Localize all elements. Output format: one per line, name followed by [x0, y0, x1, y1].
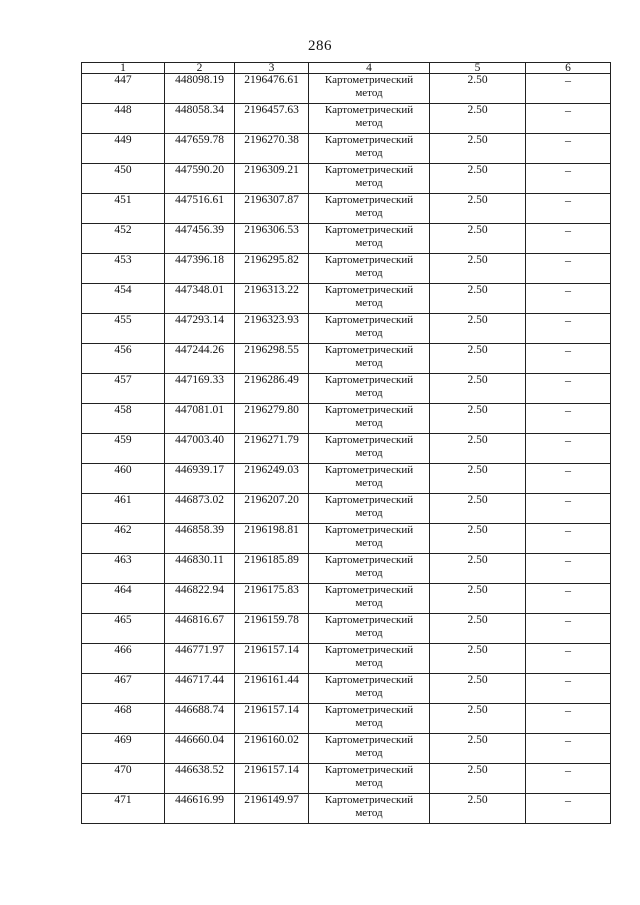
method-line-2: метод: [355, 207, 383, 219]
precision-cell: 2.50: [430, 644, 526, 674]
y-coordinate-cell: 2196313.22: [235, 284, 309, 314]
precision-cell: 2.50: [430, 614, 526, 644]
note-cell: [526, 344, 611, 374]
method-line-1: Картометрический: [324, 674, 414, 686]
method-line-1: Картометрический: [324, 314, 414, 326]
x-coordinate-cell: 447293.14: [165, 314, 235, 344]
note-cell: [526, 644, 611, 674]
note-cell: [526, 584, 611, 614]
y-coordinate-cell: 2196476.61: [235, 74, 309, 104]
method-line-2: метод: [355, 327, 383, 339]
method-line-1: Картометрический: [324, 644, 414, 656]
y-coordinate-cell: 2196161.44: [235, 674, 309, 704]
method-line-2: метод: [355, 87, 383, 99]
table-header-row: [82, 63, 611, 74]
point-number-cell: 470: [82, 764, 165, 794]
precision-cell: 2.50: [430, 104, 526, 134]
method-cell: [309, 554, 430, 584]
method-line-2: метод: [355, 567, 383, 579]
note-cell: [526, 254, 611, 284]
precision-cell: 2.50: [430, 284, 526, 314]
method-cell: [309, 224, 430, 254]
method-line-1: Картометрический: [324, 284, 414, 296]
method-line-2: метод: [355, 627, 383, 639]
dash-mark: –: [565, 73, 571, 87]
method-line-1: Картометрический: [324, 404, 414, 416]
x-coordinate-cell: 446638.52: [165, 764, 235, 794]
x-coordinate-cell: 447396.18: [165, 254, 235, 284]
note-cell: [526, 224, 611, 254]
x-coordinate-cell: 447244.26: [165, 344, 235, 374]
dash-mark: –: [565, 643, 571, 657]
method-line-2: метод: [355, 507, 383, 519]
note-cell: [526, 434, 611, 464]
method-line-1: Картометрический: [324, 224, 414, 236]
table-row: [82, 644, 611, 674]
point-number-cell: 456: [82, 344, 165, 374]
method-line-1: Картометрический: [324, 164, 414, 176]
precision-cell: 2.50: [430, 464, 526, 494]
table-row: [82, 524, 611, 554]
table-row: [82, 74, 611, 104]
precision-cell: 2.50: [430, 224, 526, 254]
table-row: [82, 494, 611, 524]
method-line-1: Картометрический: [324, 734, 414, 746]
table-row: [82, 104, 611, 134]
table-row: [82, 434, 611, 464]
column-header-6: 6: [526, 63, 611, 74]
dash-mark: –: [565, 403, 571, 417]
method-line-1: Картометрический: [324, 554, 414, 566]
method-cell: [309, 494, 430, 524]
table-row: [82, 314, 611, 344]
point-number-cell: 466: [82, 644, 165, 674]
note-cell: [526, 74, 611, 104]
y-coordinate-cell: 2196175.83: [235, 584, 309, 614]
method-cell: [309, 164, 430, 194]
method-cell: [309, 374, 430, 404]
method-line-2: метод: [355, 747, 383, 759]
note-cell: [526, 404, 611, 434]
note-cell: [526, 284, 611, 314]
y-coordinate-cell: 2196286.49: [235, 374, 309, 404]
dash-mark: –: [565, 163, 571, 177]
x-coordinate-cell: 446616.99: [165, 794, 235, 824]
y-coordinate-cell: 2196307.87: [235, 194, 309, 224]
precision-cell: 2.50: [430, 134, 526, 164]
method-line-2: метод: [355, 807, 383, 819]
point-number-cell: 459: [82, 434, 165, 464]
method-cell: [309, 644, 430, 674]
point-number-cell: 463: [82, 554, 165, 584]
method-line-1: Картометрический: [324, 194, 414, 206]
note-cell: [526, 164, 611, 194]
point-number-cell: 457: [82, 374, 165, 404]
method-line-1: Картометрический: [324, 614, 414, 626]
x-coordinate-cell: 446858.39: [165, 524, 235, 554]
x-coordinate-cell: 446822.94: [165, 584, 235, 614]
y-coordinate-cell: 2196207.20: [235, 494, 309, 524]
coordinates-table: [81, 62, 611, 824]
y-coordinate-cell: 2196149.97: [235, 794, 309, 824]
x-coordinate-cell: 446830.11: [165, 554, 235, 584]
note-cell: [526, 764, 611, 794]
note-cell: [526, 374, 611, 404]
precision-cell: 2.50: [430, 194, 526, 224]
column-header-1: 1: [82, 63, 165, 74]
dash-mark: –: [565, 223, 571, 237]
point-number-cell: 460: [82, 464, 165, 494]
precision-cell: 2.50: [430, 524, 526, 554]
dash-mark: –: [565, 133, 571, 147]
dash-mark: –: [565, 733, 571, 747]
method-line-2: метод: [355, 447, 383, 459]
dash-mark: –: [565, 763, 571, 777]
method-cell: [309, 764, 430, 794]
note-cell: [526, 674, 611, 704]
column-header-4: 4: [309, 63, 430, 74]
precision-cell: 2.50: [430, 794, 526, 824]
table-row: [82, 194, 611, 224]
method-line-2: метод: [355, 267, 383, 279]
dash-mark: –: [565, 703, 571, 717]
x-coordinate-cell: 447169.33: [165, 374, 235, 404]
point-number-cell: 449: [82, 134, 165, 164]
precision-cell: 2.50: [430, 404, 526, 434]
method-cell: [309, 434, 430, 464]
table-row: [82, 674, 611, 704]
method-line-2: метод: [355, 687, 383, 699]
point-number-cell: 467: [82, 674, 165, 704]
dash-mark: –: [565, 373, 571, 387]
x-coordinate-cell: 447659.78: [165, 134, 235, 164]
method-cell: [309, 194, 430, 224]
method-cell: [309, 464, 430, 494]
precision-cell: 2.50: [430, 554, 526, 584]
x-coordinate-cell: 447590.20: [165, 164, 235, 194]
precision-cell: 2.50: [430, 254, 526, 284]
note-cell: [526, 734, 611, 764]
y-coordinate-cell: 2196295.82: [235, 254, 309, 284]
dash-mark: –: [565, 613, 571, 627]
y-coordinate-cell: 2196457.63: [235, 104, 309, 134]
column-header-2: 2: [165, 63, 235, 74]
y-coordinate-cell: 2196309.21: [235, 164, 309, 194]
table-row: [82, 224, 611, 254]
y-coordinate-cell: 2196157.14: [235, 644, 309, 674]
y-coordinate-cell: 2196298.55: [235, 344, 309, 374]
method-line-1: Картометрический: [324, 74, 414, 86]
dash-mark: –: [565, 553, 571, 567]
dash-mark: –: [565, 433, 571, 447]
precision-cell: 2.50: [430, 74, 526, 104]
table-row: [82, 764, 611, 794]
method-line-1: Картометрический: [324, 134, 414, 146]
method-cell: [309, 704, 430, 734]
method-line-2: метод: [355, 417, 383, 429]
y-coordinate-cell: 2196157.14: [235, 704, 309, 734]
y-coordinate-cell: 2196271.79: [235, 434, 309, 464]
point-number-cell: 447: [82, 74, 165, 104]
y-coordinate-cell: 2196185.89: [235, 554, 309, 584]
table-row: [82, 374, 611, 404]
table-row: [82, 794, 611, 824]
method-cell: [309, 254, 430, 284]
precision-cell: 2.50: [430, 374, 526, 404]
method-cell: [309, 314, 430, 344]
note-cell: [526, 464, 611, 494]
note-cell: [526, 554, 611, 584]
method-line-1: Картометрический: [324, 584, 414, 596]
precision-cell: 2.50: [430, 164, 526, 194]
point-number-cell: 464: [82, 584, 165, 614]
x-coordinate-cell: 446771.97: [165, 644, 235, 674]
point-number-cell: 454: [82, 284, 165, 314]
method-line-2: метод: [355, 537, 383, 549]
precision-cell: 2.50: [430, 734, 526, 764]
method-cell: [309, 104, 430, 134]
x-coordinate-cell: 447003.40: [165, 434, 235, 464]
x-coordinate-cell: 446816.67: [165, 614, 235, 644]
y-coordinate-cell: 2196198.81: [235, 524, 309, 554]
y-coordinate-cell: 2196279.80: [235, 404, 309, 434]
method-line-2: метод: [355, 597, 383, 609]
method-cell: [309, 284, 430, 314]
dash-mark: –: [565, 673, 571, 687]
dash-mark: –: [565, 313, 571, 327]
point-number-cell: 453: [82, 254, 165, 284]
method-line-1: Картометрический: [324, 104, 414, 116]
table-row: [82, 464, 611, 494]
precision-cell: 2.50: [430, 434, 526, 464]
precision-cell: 2.50: [430, 764, 526, 794]
point-number-cell: 448: [82, 104, 165, 134]
column-header-5: 5: [430, 63, 526, 74]
table-row: [82, 134, 611, 164]
note-cell: [526, 704, 611, 734]
table-row: [82, 704, 611, 734]
table-row: [82, 254, 611, 284]
point-number-cell: 462: [82, 524, 165, 554]
x-coordinate-cell: 448058.34: [165, 104, 235, 134]
table-row: [82, 344, 611, 374]
note-cell: [526, 494, 611, 524]
table-row: [82, 554, 611, 584]
note-cell: [526, 314, 611, 344]
point-number-cell: 451: [82, 194, 165, 224]
point-number-cell: 465: [82, 614, 165, 644]
method-line-2: метод: [355, 387, 383, 399]
method-line-2: метод: [355, 147, 383, 159]
method-cell: [309, 524, 430, 554]
method-line-1: Картометрический: [324, 524, 414, 536]
method-line-2: метод: [355, 777, 383, 789]
precision-cell: 2.50: [430, 494, 526, 524]
x-coordinate-cell: 446660.04: [165, 734, 235, 764]
method-cell: [309, 794, 430, 824]
dash-mark: –: [565, 193, 571, 207]
table-row: [82, 734, 611, 764]
y-coordinate-cell: 2196270.38: [235, 134, 309, 164]
y-coordinate-cell: 2196323.93: [235, 314, 309, 344]
x-coordinate-cell: 447081.01: [165, 404, 235, 434]
x-coordinate-cell: 447348.01: [165, 284, 235, 314]
y-coordinate-cell: 2196249.03: [235, 464, 309, 494]
dash-mark: –: [565, 283, 571, 297]
point-number-cell: 458: [82, 404, 165, 434]
note-cell: [526, 524, 611, 554]
method-cell: [309, 614, 430, 644]
column-header-3: 3: [235, 63, 309, 74]
method-line-1: Картометрический: [324, 494, 414, 506]
table-row: [82, 284, 611, 314]
x-coordinate-cell: 446688.74: [165, 704, 235, 734]
method-cell: [309, 674, 430, 704]
dash-mark: –: [565, 103, 571, 117]
precision-cell: 2.50: [430, 344, 526, 374]
precision-cell: 2.50: [430, 674, 526, 704]
method-cell: [309, 134, 430, 164]
point-number-cell: 455: [82, 314, 165, 344]
precision-cell: 2.50: [430, 584, 526, 614]
x-coordinate-cell: 446873.02: [165, 494, 235, 524]
table-row: [82, 584, 611, 614]
dash-mark: –: [565, 343, 571, 357]
point-number-cell: 452: [82, 224, 165, 254]
note-cell: [526, 104, 611, 134]
y-coordinate-cell: 2196306.53: [235, 224, 309, 254]
page-number: 286: [308, 38, 332, 54]
note-cell: [526, 134, 611, 164]
y-coordinate-cell: 2196159.78: [235, 614, 309, 644]
precision-cell: 2.50: [430, 704, 526, 734]
dash-mark: –: [565, 253, 571, 267]
x-coordinate-cell: 447456.39: [165, 224, 235, 254]
method-line-2: метод: [355, 237, 383, 249]
table-body: [82, 74, 611, 824]
method-line-2: метод: [355, 477, 383, 489]
method-line-1: Картометрический: [324, 434, 414, 446]
method-line-1: Картометрический: [324, 764, 414, 776]
method-cell: [309, 584, 430, 614]
table-row: [82, 164, 611, 194]
point-number-cell: 471: [82, 794, 165, 824]
method-line-1: Картометрический: [324, 344, 414, 356]
dash-mark: –: [565, 793, 571, 807]
point-number-cell: 461: [82, 494, 165, 524]
precision-cell: 2.50: [430, 314, 526, 344]
point-number-cell: 468: [82, 704, 165, 734]
method-cell: [309, 344, 430, 374]
x-coordinate-cell: 448098.19: [165, 74, 235, 104]
method-line-1: Картометрический: [324, 464, 414, 476]
table-row: [82, 614, 611, 644]
method-line-2: метод: [355, 177, 383, 189]
method-cell: [309, 404, 430, 434]
method-line-1: Картометрический: [324, 704, 414, 716]
note-cell: [526, 194, 611, 224]
method-line-2: метод: [355, 117, 383, 129]
method-line-1: Картометрический: [324, 374, 414, 386]
dash-mark: –: [565, 583, 571, 597]
dash-mark: –: [565, 463, 571, 477]
method-line-2: метод: [355, 657, 383, 669]
point-number-cell: 450: [82, 164, 165, 194]
note-cell: [526, 614, 611, 644]
method-line-2: метод: [355, 357, 383, 369]
dash-mark: –: [565, 523, 571, 537]
x-coordinate-cell: 446717.44: [165, 674, 235, 704]
method-cell: [309, 74, 430, 104]
table-row: [82, 404, 611, 434]
x-coordinate-cell: 446939.17: [165, 464, 235, 494]
method-line-2: метод: [355, 717, 383, 729]
y-coordinate-cell: 2196157.14: [235, 764, 309, 794]
dash-mark: –: [565, 493, 571, 507]
method-line-1: Картометрический: [324, 254, 414, 266]
x-coordinate-cell: 447516.61: [165, 194, 235, 224]
method-line-2: метод: [355, 297, 383, 309]
y-coordinate-cell: 2196160.02: [235, 734, 309, 764]
point-number-cell: 469: [82, 734, 165, 764]
method-cell: [309, 734, 430, 764]
note-cell: [526, 794, 611, 824]
method-line-1: Картометрический: [324, 794, 414, 806]
